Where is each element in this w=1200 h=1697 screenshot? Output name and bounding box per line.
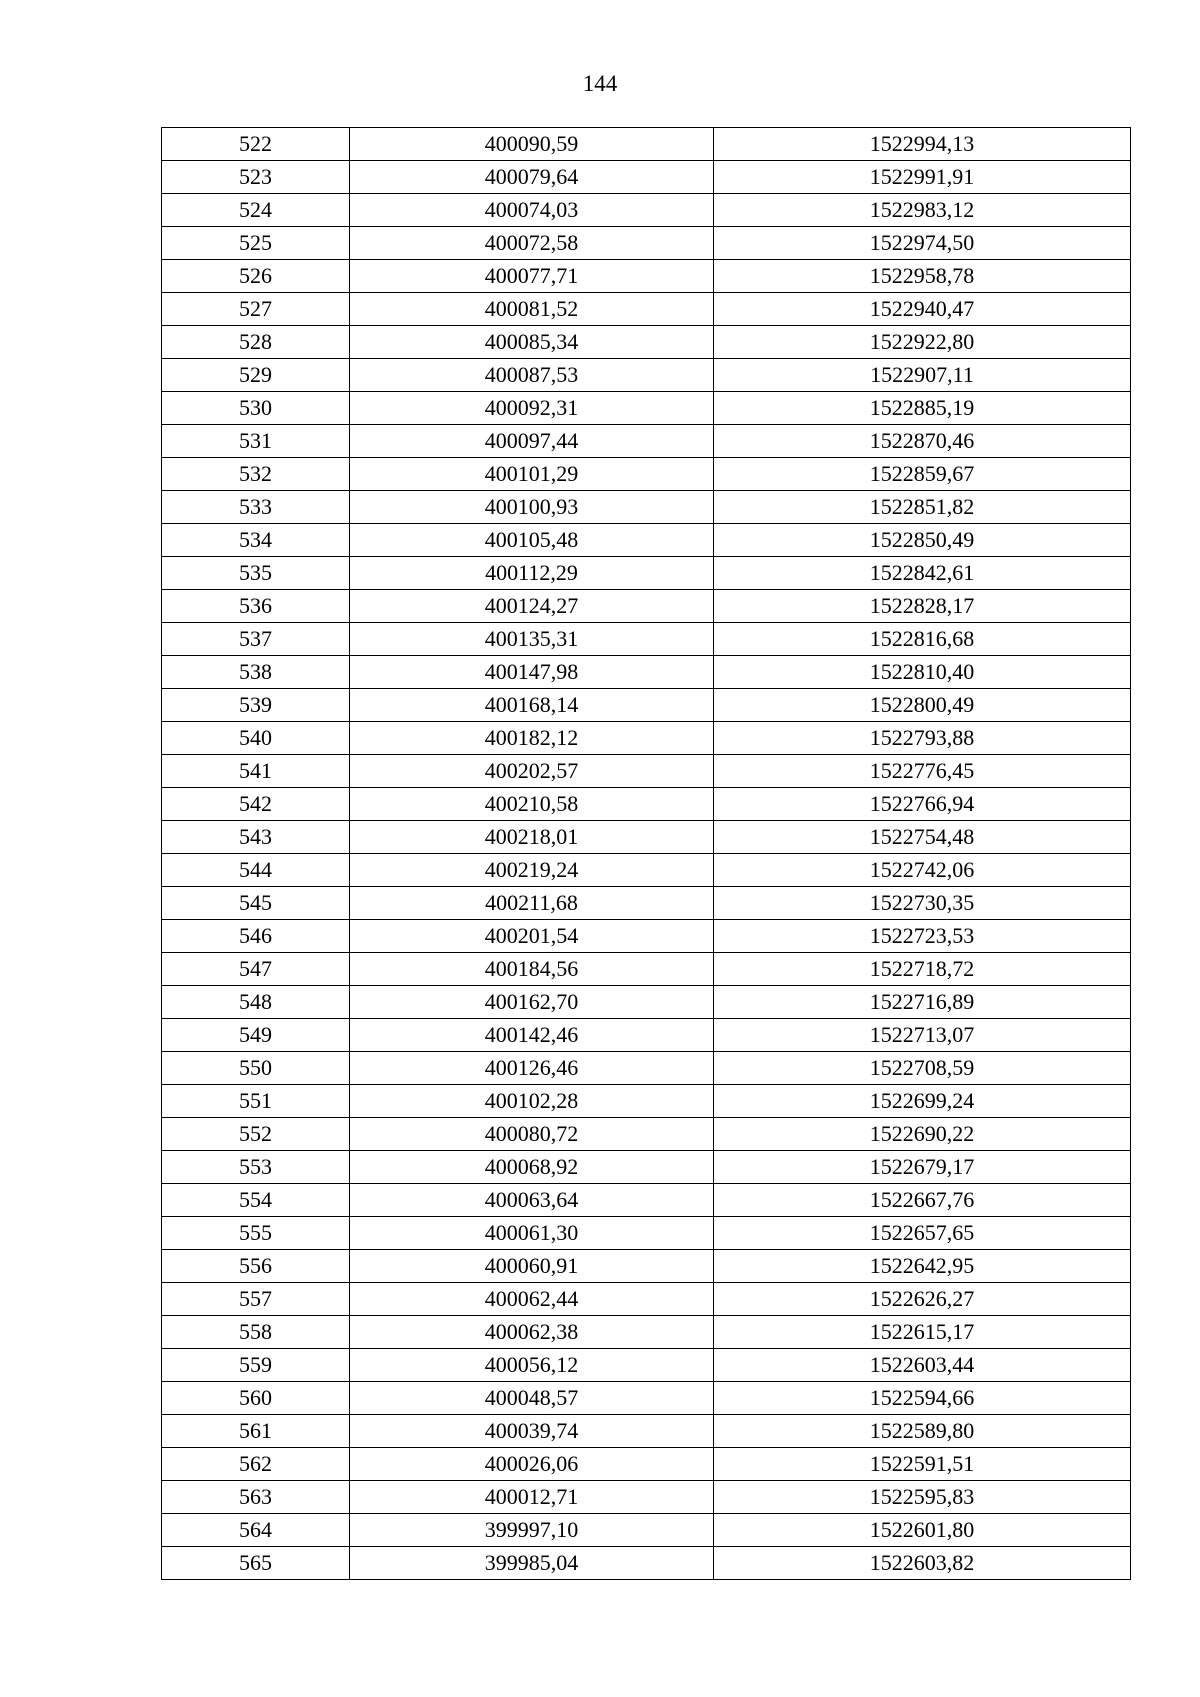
y-coordinate-cell: 1522974,50 xyxy=(714,227,1131,260)
y-coordinate-cell: 1522885,19 xyxy=(714,392,1131,425)
point-number-cell: 560 xyxy=(162,1382,350,1415)
point-number-cell: 557 xyxy=(162,1283,350,1316)
point-number-cell: 565 xyxy=(162,1547,350,1580)
y-coordinate-cell: 1522708,59 xyxy=(714,1052,1131,1085)
x-coordinate-cell: 400087,53 xyxy=(350,359,714,392)
point-number-cell: 559 xyxy=(162,1349,350,1382)
x-coordinate-cell: 400184,56 xyxy=(350,953,714,986)
table-row xyxy=(162,1217,1131,1250)
point-number-cell: 525 xyxy=(162,227,350,260)
y-coordinate-cell: 1522958,78 xyxy=(714,260,1131,293)
table-row xyxy=(162,1019,1131,1052)
point-number-cell: 522 xyxy=(162,128,350,161)
y-coordinate-cell: 1522591,51 xyxy=(714,1448,1131,1481)
table-row xyxy=(162,986,1131,1019)
y-coordinate-cell: 1522850,49 xyxy=(714,524,1131,557)
table-row xyxy=(162,392,1131,425)
x-coordinate-cell: 400062,44 xyxy=(350,1283,714,1316)
y-coordinate-cell: 1522603,82 xyxy=(714,1547,1131,1580)
y-coordinate-cell: 1522713,07 xyxy=(714,1019,1131,1052)
y-coordinate-cell: 1522690,22 xyxy=(714,1118,1131,1151)
table-row xyxy=(162,458,1131,491)
point-number-cell: 555 xyxy=(162,1217,350,1250)
point-number-cell: 536 xyxy=(162,590,350,623)
y-coordinate-cell: 1522699,24 xyxy=(714,1085,1131,1118)
y-coordinate-cell: 1522667,76 xyxy=(714,1184,1131,1217)
coordinates-table-body xyxy=(162,128,1131,1580)
table-row xyxy=(162,689,1131,722)
point-number-cell: 546 xyxy=(162,920,350,953)
y-coordinate-cell: 1522851,82 xyxy=(714,491,1131,524)
point-number-cell: 527 xyxy=(162,293,350,326)
y-coordinate-cell: 1522816,68 xyxy=(714,623,1131,656)
x-coordinate-cell: 400081,52 xyxy=(350,293,714,326)
x-coordinate-cell: 400056,12 xyxy=(350,1349,714,1382)
x-coordinate-cell: 400201,54 xyxy=(350,920,714,953)
point-number-cell: 528 xyxy=(162,326,350,359)
table-row xyxy=(162,1283,1131,1316)
coordinates-table xyxy=(161,127,1131,1580)
x-coordinate-cell: 400048,57 xyxy=(350,1382,714,1415)
y-coordinate-cell: 1522716,89 xyxy=(714,986,1131,1019)
table-row xyxy=(162,557,1131,590)
y-coordinate-cell: 1522828,17 xyxy=(714,590,1131,623)
table-row xyxy=(162,1547,1131,1580)
point-number-cell: 543 xyxy=(162,821,350,854)
x-coordinate-cell: 400112,29 xyxy=(350,557,714,590)
y-coordinate-cell: 1522594,66 xyxy=(714,1382,1131,1415)
table-row xyxy=(162,1085,1131,1118)
table-row xyxy=(162,524,1131,557)
table-row xyxy=(162,161,1131,194)
x-coordinate-cell: 400168,14 xyxy=(350,689,714,722)
y-coordinate-cell: 1522718,72 xyxy=(714,953,1131,986)
x-coordinate-cell: 400135,31 xyxy=(350,623,714,656)
point-number-cell: 551 xyxy=(162,1085,350,1118)
table-row xyxy=(162,920,1131,953)
y-coordinate-cell: 1522793,88 xyxy=(714,722,1131,755)
y-coordinate-cell: 1522754,48 xyxy=(714,821,1131,854)
x-coordinate-cell: 400063,64 xyxy=(350,1184,714,1217)
x-coordinate-cell: 400012,71 xyxy=(350,1481,714,1514)
table-row xyxy=(162,491,1131,524)
table-row xyxy=(162,623,1131,656)
x-coordinate-cell: 400202,57 xyxy=(350,755,714,788)
x-coordinate-cell: 399997,10 xyxy=(350,1514,714,1547)
x-coordinate-cell: 400060,91 xyxy=(350,1250,714,1283)
y-coordinate-cell: 1522991,91 xyxy=(714,161,1131,194)
point-number-cell: 556 xyxy=(162,1250,350,1283)
point-number-cell: 533 xyxy=(162,491,350,524)
point-number-cell: 547 xyxy=(162,953,350,986)
table-row xyxy=(162,359,1131,392)
x-coordinate-cell: 400162,70 xyxy=(350,986,714,1019)
x-coordinate-cell: 400068,92 xyxy=(350,1151,714,1184)
table-row xyxy=(162,821,1131,854)
point-number-cell: 537 xyxy=(162,623,350,656)
x-coordinate-cell: 400126,46 xyxy=(350,1052,714,1085)
point-number-cell: 550 xyxy=(162,1052,350,1085)
y-coordinate-cell: 1522766,94 xyxy=(714,788,1131,821)
table-row xyxy=(162,1415,1131,1448)
point-number-cell: 544 xyxy=(162,854,350,887)
x-coordinate-cell: 400077,71 xyxy=(350,260,714,293)
point-number-cell: 539 xyxy=(162,689,350,722)
x-coordinate-cell: 400211,68 xyxy=(350,887,714,920)
point-number-cell: 549 xyxy=(162,1019,350,1052)
table-row xyxy=(162,1151,1131,1184)
y-coordinate-cell: 1522983,12 xyxy=(714,194,1131,227)
point-number-cell: 530 xyxy=(162,392,350,425)
table-row xyxy=(162,128,1131,161)
y-coordinate-cell: 1522859,67 xyxy=(714,458,1131,491)
table-row xyxy=(162,656,1131,689)
point-number-cell: 540 xyxy=(162,722,350,755)
table-row xyxy=(162,293,1131,326)
table-row xyxy=(162,227,1131,260)
x-coordinate-cell: 400100,93 xyxy=(350,491,714,524)
table-row xyxy=(162,1250,1131,1283)
table-row xyxy=(162,1481,1131,1514)
table-row xyxy=(162,1118,1131,1151)
y-coordinate-cell: 1522730,35 xyxy=(714,887,1131,920)
table-row xyxy=(162,953,1131,986)
x-coordinate-cell: 400062,38 xyxy=(350,1316,714,1349)
point-number-cell: 538 xyxy=(162,656,350,689)
point-number-cell: 541 xyxy=(162,755,350,788)
point-number-cell: 561 xyxy=(162,1415,350,1448)
y-coordinate-cell: 1522907,11 xyxy=(714,359,1131,392)
table-row xyxy=(162,788,1131,821)
x-coordinate-cell: 400124,27 xyxy=(350,590,714,623)
x-coordinate-cell: 400090,59 xyxy=(350,128,714,161)
x-coordinate-cell: 400039,74 xyxy=(350,1415,714,1448)
table-row xyxy=(162,722,1131,755)
y-coordinate-cell: 1522994,13 xyxy=(714,128,1131,161)
table-row xyxy=(162,854,1131,887)
y-coordinate-cell: 1522601,80 xyxy=(714,1514,1131,1547)
x-coordinate-cell: 400061,30 xyxy=(350,1217,714,1250)
point-number-cell: 542 xyxy=(162,788,350,821)
x-coordinate-cell: 400085,34 xyxy=(350,326,714,359)
point-number-cell: 545 xyxy=(162,887,350,920)
y-coordinate-cell: 1522626,27 xyxy=(714,1283,1131,1316)
table-row xyxy=(162,194,1131,227)
y-coordinate-cell: 1522657,65 xyxy=(714,1217,1131,1250)
point-number-cell: 535 xyxy=(162,557,350,590)
x-coordinate-cell: 400092,31 xyxy=(350,392,714,425)
table-row xyxy=(162,425,1131,458)
table-row xyxy=(162,1052,1131,1085)
x-coordinate-cell: 400074,03 xyxy=(350,194,714,227)
y-coordinate-cell: 1522603,44 xyxy=(714,1349,1131,1382)
y-coordinate-cell: 1522742,06 xyxy=(714,854,1131,887)
x-coordinate-cell: 400182,12 xyxy=(350,722,714,755)
x-coordinate-cell: 400080,72 xyxy=(350,1118,714,1151)
table-row xyxy=(162,1514,1131,1547)
point-number-cell: 532 xyxy=(162,458,350,491)
table-row xyxy=(162,1448,1131,1481)
x-coordinate-cell: 400072,58 xyxy=(350,227,714,260)
point-number-cell: 529 xyxy=(162,359,350,392)
y-coordinate-cell: 1522679,17 xyxy=(714,1151,1131,1184)
y-coordinate-cell: 1522595,83 xyxy=(714,1481,1131,1514)
table-row xyxy=(162,1316,1131,1349)
point-number-cell: 554 xyxy=(162,1184,350,1217)
table-row xyxy=(162,887,1131,920)
x-coordinate-cell: 400105,48 xyxy=(350,524,714,557)
point-number-cell: 534 xyxy=(162,524,350,557)
x-coordinate-cell: 400142,46 xyxy=(350,1019,714,1052)
point-number-cell: 564 xyxy=(162,1514,350,1547)
point-number-cell: 524 xyxy=(162,194,350,227)
point-number-cell: 563 xyxy=(162,1481,350,1514)
table-row xyxy=(162,326,1131,359)
x-coordinate-cell: 400218,01 xyxy=(350,821,714,854)
y-coordinate-cell: 1522642,95 xyxy=(714,1250,1131,1283)
x-coordinate-cell: 400210,58 xyxy=(350,788,714,821)
point-number-cell: 562 xyxy=(162,1448,350,1481)
y-coordinate-cell: 1522723,53 xyxy=(714,920,1131,953)
point-number-cell: 553 xyxy=(162,1151,350,1184)
table-row xyxy=(162,1382,1131,1415)
y-coordinate-cell: 1522776,45 xyxy=(714,755,1131,788)
x-coordinate-cell: 400147,98 xyxy=(350,656,714,689)
x-coordinate-cell: 400219,24 xyxy=(350,854,714,887)
y-coordinate-cell: 1522615,17 xyxy=(714,1316,1131,1349)
table-row xyxy=(162,260,1131,293)
table-row xyxy=(162,590,1131,623)
x-coordinate-cell: 400097,44 xyxy=(350,425,714,458)
x-coordinate-cell: 399985,04 xyxy=(350,1547,714,1580)
table-row xyxy=(162,1184,1131,1217)
page-number: 144 xyxy=(582,71,618,96)
table-row xyxy=(162,1349,1131,1382)
y-coordinate-cell: 1522940,47 xyxy=(714,293,1131,326)
y-coordinate-cell: 1522842,61 xyxy=(714,557,1131,590)
table-row xyxy=(162,755,1131,788)
point-number-cell: 548 xyxy=(162,986,350,1019)
x-coordinate-cell: 400026,06 xyxy=(350,1448,714,1481)
y-coordinate-cell: 1522870,46 xyxy=(714,425,1131,458)
y-coordinate-cell: 1522800,49 xyxy=(714,689,1131,722)
x-coordinate-cell: 400101,29 xyxy=(350,458,714,491)
point-number-cell: 552 xyxy=(162,1118,350,1151)
point-number-cell: 531 xyxy=(162,425,350,458)
point-number-cell: 523 xyxy=(162,161,350,194)
x-coordinate-cell: 400079,64 xyxy=(350,161,714,194)
point-number-cell: 526 xyxy=(162,260,350,293)
y-coordinate-cell: 1522589,80 xyxy=(714,1415,1131,1448)
point-number-cell: 558 xyxy=(162,1316,350,1349)
y-coordinate-cell: 1522810,40 xyxy=(714,656,1131,689)
x-coordinate-cell: 400102,28 xyxy=(350,1085,714,1118)
y-coordinate-cell: 1522922,80 xyxy=(714,326,1131,359)
